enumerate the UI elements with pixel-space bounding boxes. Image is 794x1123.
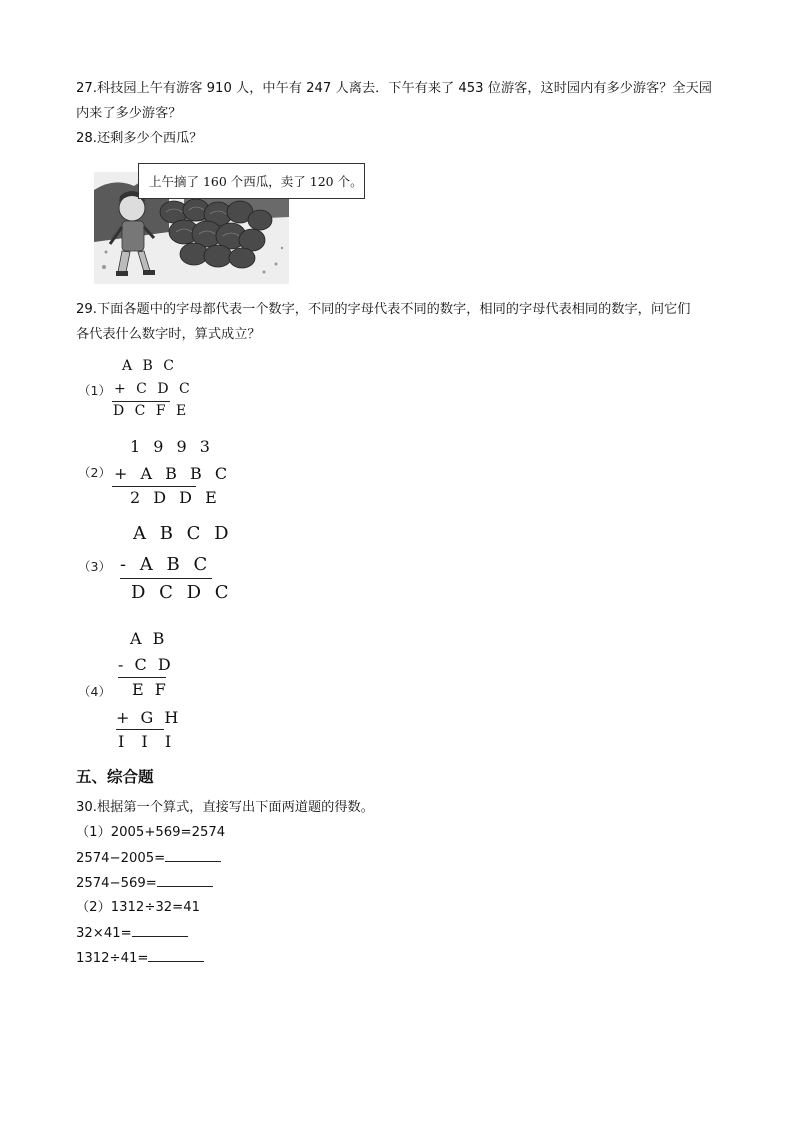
puzzle4-row5: I I I — [118, 732, 178, 751]
speech-bubble-text: 上午摘了 160 个西瓜，卖了 120 个。 — [149, 174, 363, 189]
puzzle3-label: （3） — [78, 559, 111, 574]
q27-line2: 内来了多少游客？ — [76, 106, 182, 121]
puzzle4-row4: + G H — [116, 708, 182, 727]
q30-part1-b-text: 2574−569= — [76, 876, 157, 891]
puzzle1-row1: A B C — [122, 358, 178, 374]
q27-line1: 27.科技园上午有游客 910 人，中午有 247 人离去．下午有来了 453 位游客，这时园内有多少游客？全天园 — [76, 81, 712, 96]
puzzle2-label: （2） — [78, 465, 111, 480]
puzzle4-label: （4） — [78, 684, 111, 699]
puzzle1-row3: D C F E — [113, 403, 190, 419]
answer-blank[interactable] — [165, 849, 221, 862]
q29-line1: 29.下面各题中的字母都代表一个数字，不同的字母代表不同的数字，相同的字母代表相同的数字，问它们 — [76, 302, 691, 317]
q30-part1-a-text: 2574−2005= — [76, 851, 166, 866]
puzzle4-rule1 — [118, 677, 166, 678]
q30-part2-b-text: 1312÷41= — [76, 951, 149, 966]
q30-part2-b — [76, 949, 204, 968]
q30-part1-equation: （1）2005+569=2574 — [76, 825, 226, 840]
q30-part2-a-text: 32×41= — [76, 926, 132, 941]
answer-blank[interactable] — [157, 874, 213, 887]
q28-title: 28.还剩多少个西瓜？ — [76, 131, 203, 146]
puzzle2-row1: 1 9 9 3 — [130, 437, 214, 456]
puzzle2-rule — [112, 486, 196, 487]
puzzle2-row2: + A B B C — [114, 464, 232, 483]
puzzle3-row1: A B C D — [133, 523, 233, 544]
puzzle4-row3: E F — [132, 680, 169, 699]
puzzle4-row2: - C D — [118, 655, 174, 674]
q30-part1-a — [76, 849, 221, 868]
speech-bubble — [138, 163, 365, 199]
q30-part2-a — [76, 924, 188, 943]
puzzle2-row3: 2 D D E — [130, 488, 221, 507]
q30-part2-equation: （2）1312÷32=41 — [76, 900, 200, 915]
puzzle3-row2: - A B C — [120, 554, 212, 575]
answer-blank[interactable] — [132, 924, 188, 937]
q29-line2: 各代表什么数字时，算式成立？ — [76, 327, 261, 342]
puzzle4-rule2 — [116, 729, 164, 730]
puzzle1-rule — [112, 401, 170, 402]
puzzle1-row2: + C D C — [114, 381, 193, 397]
answer-blank[interactable] — [148, 949, 204, 962]
puzzle1-label: （1） — [78, 383, 111, 398]
puzzle3-row3: D C D C — [131, 582, 233, 603]
puzzle3-rule — [120, 578, 212, 579]
q30-title: 30.根据第一个算式，直接写出下面两道题的得数。 — [76, 800, 374, 815]
q30-part1-b — [76, 874, 213, 893]
puzzle4-row1: A B — [130, 629, 168, 648]
section-title: 五、综合题 — [76, 768, 154, 786]
